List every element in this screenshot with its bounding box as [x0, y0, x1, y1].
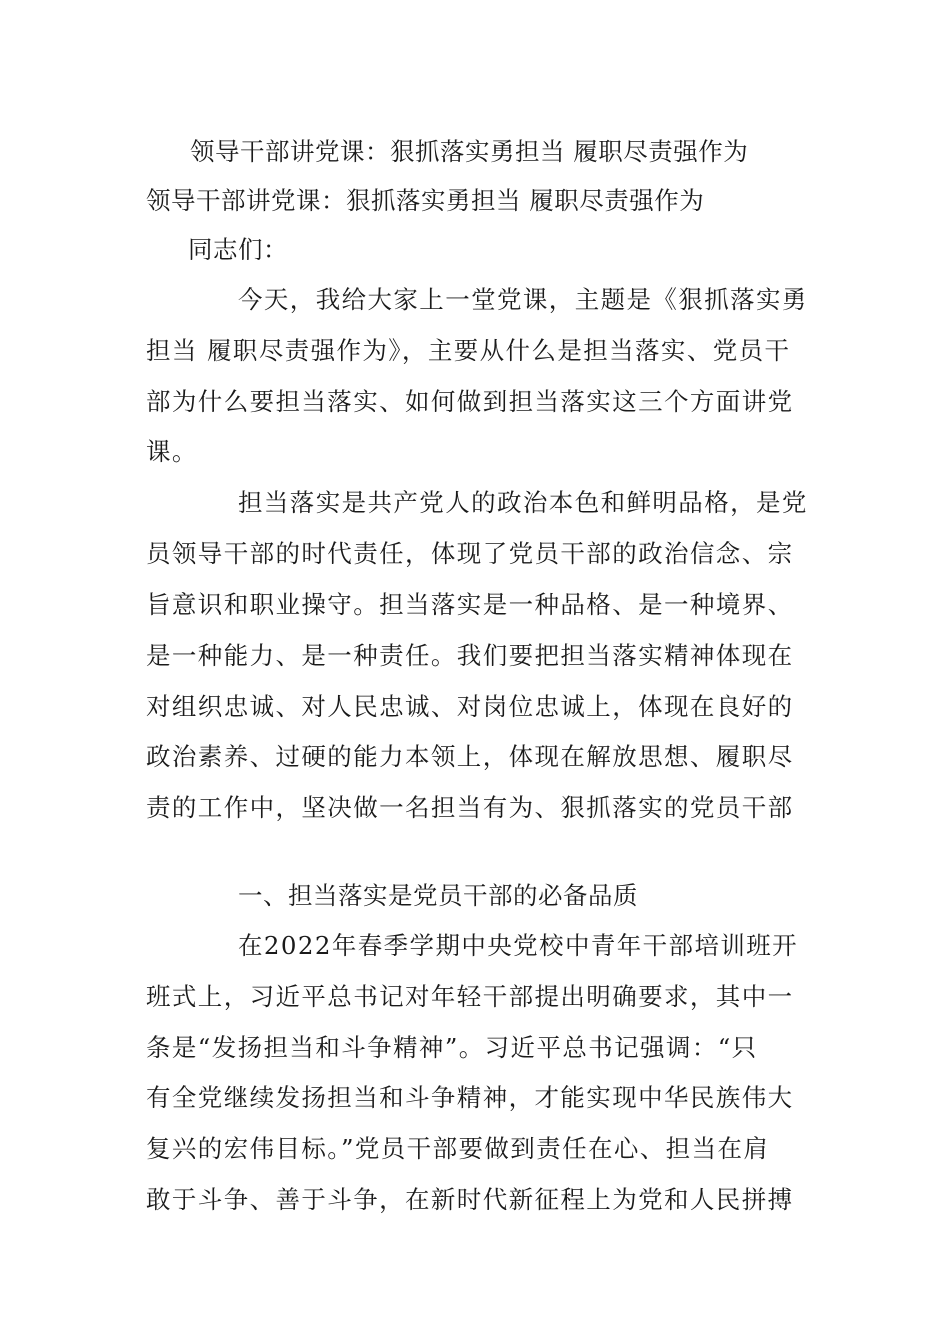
paragraph-2-line: 政治素养、过硬的能力本领上，体现在解放思想、履职尽 [146, 742, 794, 771]
paragraph-2-line: 对组织忠诚、对人民忠诚、对岗位忠诚上，体现在良好的 [146, 692, 794, 721]
paragraph-1-line: 课。 [146, 437, 198, 466]
paragraph-1-line: 今天，我给大家上一堂党课，主题是《狠抓落实勇 [238, 285, 808, 314]
paragraph-3-line: 复兴的宏伟目标。”党员干部要做到责任在心、担当在肩 [146, 1134, 770, 1163]
paragraph-3-line: 班式上，习近平总书记对年轻干部提出明确要求，其中一 [146, 982, 794, 1011]
paragraph-2-line: 责的工作中，坚决做一名担当有为、狠抓落实的党员干部 [146, 793, 794, 822]
document-subtitle: 领导干部讲党课：狠抓落实勇担当 履职尽责强作为 [146, 186, 705, 215]
paragraph-1-line: 部为什么要担当落实、如何做到担当落实这三个方面讲党 [146, 387, 794, 416]
paragraph-3-line: 在2022年春季学期中央党校中青年干部培训班开 [238, 931, 799, 960]
section-heading: 一、担当落实是党员干部的必备品质 [238, 881, 638, 910]
paragraph-2-line: 员领导干部的时代责任，体现了党员干部的政治信念、宗 [146, 539, 794, 568]
paragraph-2-line: 旨意识和职业操守。担当落实是一种品格、是一种境界、 [146, 590, 794, 619]
paragraph-2-line: 是一种能力、是一种责任。我们要把担当落实精神体现在 [146, 641, 794, 670]
document-title: 领导干部讲党课：狠抓落实勇担当 履职尽责强作为 [190, 137, 749, 166]
paragraph-3-line: 敢于斗争、善于斗争，在新时代新征程上为党和人民拼搏 [146, 1185, 794, 1214]
paragraph-1-line: 担当 履职尽责强作为》，主要从什么是担当落实、党员干 [146, 336, 791, 365]
paragraph-3-line: 条是“发扬担当和斗争精神”。习近平总书记强调：“只 [146, 1033, 758, 1062]
salutation: 同志们： [188, 235, 288, 264]
paragraph-3-line: 有全党继续发扬担当和斗争精神，才能实现中华民族伟大 [146, 1083, 794, 1112]
paragraph-2-line: 担当落实是共产党人的政治本色和鲜明品格，是党 [238, 488, 808, 517]
